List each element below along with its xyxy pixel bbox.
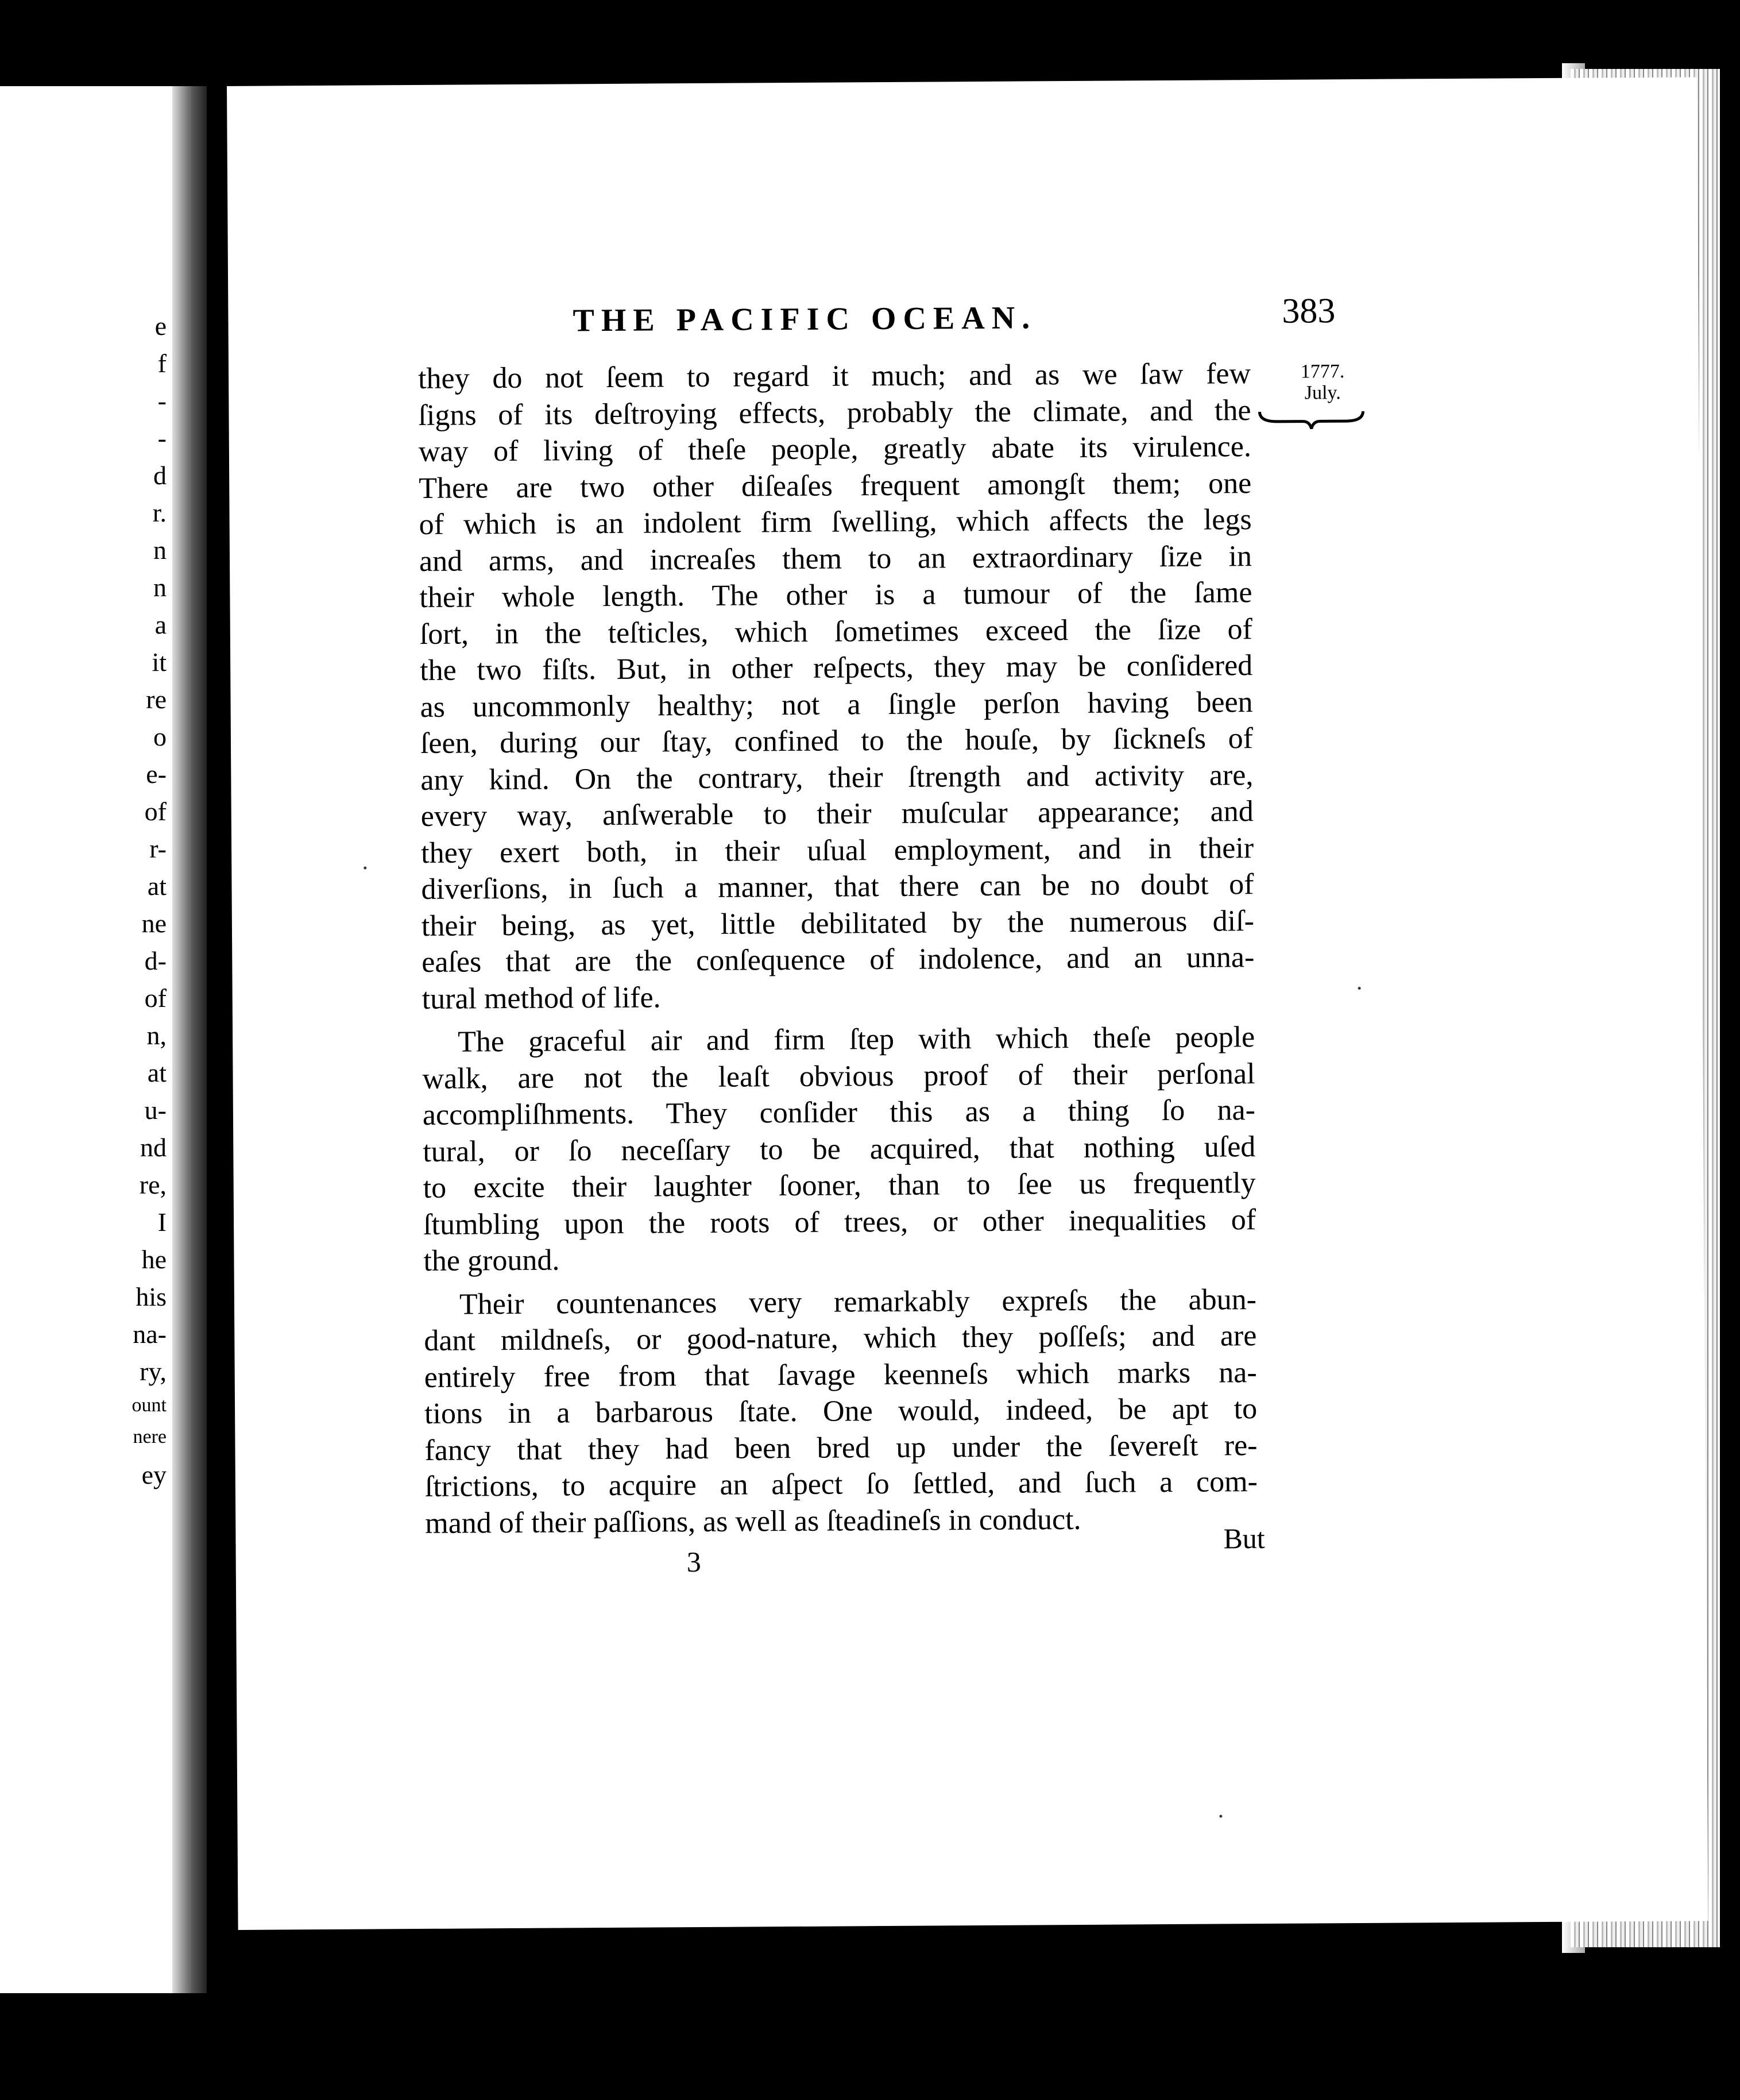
text-line: tions in a barbarous ſtate. One would, indeed, be apt to (424, 1392, 1258, 1430)
facing-page-fragment: ount (132, 1395, 167, 1416)
text-line: ſigns of its deſtroying effects, probably the climate, and the (418, 393, 1251, 432)
facing-page-fragment: re, (139, 1170, 167, 1199)
text-line: as uncommonly healthy; not a ſingle perſon having been (420, 685, 1253, 724)
text-line: dant mildneſs, or good-nature, which they poſſeſs; and are (424, 1319, 1257, 1357)
facing-page-fragment: it (152, 647, 167, 677)
text-line: ſtumbling upon the roots of trees, or other inequalities of (423, 1203, 1256, 1241)
text-line: fancy that they had been bred up under the ſevereſt re- (424, 1429, 1258, 1467)
paragraph (418, 356, 1255, 1017)
facing-page-fragment: n (153, 535, 167, 565)
text-line: ſeen, during our ſtay, confined to the houſe, by ſickneſs of (420, 722, 1254, 760)
text-line: every way, anſwerable to their muſcular appearance; and (420, 795, 1254, 833)
text-line: they do not ſeem to regard it much; and as we ſaw few (417, 357, 1251, 395)
book-gutter (172, 86, 207, 1993)
facing-page-fragment: nere (133, 1426, 167, 1447)
facing-page-fragment: ry, (140, 1357, 167, 1386)
body-text (418, 356, 1258, 1542)
text-line: ſort, in the teſticles, which ſometimes exceed the ſize of (419, 612, 1252, 651)
facing-page-fragment: e- (146, 759, 167, 789)
text-line: mand of their paſſions, as well as ſteadineſs in conduct. (425, 1503, 1081, 1540)
facing-page-fragment: n, (146, 1021, 167, 1050)
text-line: the ground. (423, 1244, 560, 1277)
facing-page-fragment: r. (152, 498, 167, 527)
facing-page-fragment: ne (141, 909, 167, 938)
book-page (227, 77, 1708, 1930)
facing-page-fragment: na- (133, 1319, 167, 1349)
signature-mark: 3 (686, 1546, 701, 1578)
text-line: ſtrictions, to acquire an aſpect ſo ſettled, and ſuch a com- (424, 1465, 1258, 1503)
text-line: The graceful air and firm ſtep with which theſe people (457, 1021, 1255, 1059)
facing-page-fragment: I (157, 1207, 167, 1237)
facing-page-fragment: d (153, 461, 167, 490)
text-line: their whole length. The other is a tumour of the ſame (419, 576, 1252, 614)
facing-page-fragment: a (154, 610, 167, 639)
facing-page-fragment: of (144, 983, 167, 1013)
facing-page-fragment: - (157, 386, 167, 415)
text-line: of which is an indolent firm ſwelling, which affects the legs (419, 503, 1252, 541)
facing-page-fragment: of (144, 797, 167, 826)
facing-page-fragment: nd (140, 1133, 167, 1162)
paragraph (424, 1281, 1258, 1542)
facing-page-fragment: ey (141, 1460, 167, 1489)
facing-page-fragment: - (157, 423, 167, 453)
text-line: the two fiſts. But, in other reſpects, they may be conſidered (420, 649, 1253, 687)
facing-page-fragment: f (157, 349, 167, 378)
text-line: tural method of life. (422, 980, 661, 1016)
running-head: THE PACIFIC OCEAN. (573, 300, 1037, 339)
brace-icon (1256, 407, 1366, 430)
margin-note-month: July. (1304, 382, 1341, 404)
text-line: walk, are not the leaſt obvious proof of their perſonal (422, 1057, 1255, 1095)
text-line: Their countenances very remarkably expreſs the abun- (459, 1283, 1257, 1321)
text-line: and arms, and increaſes them to an extraordinary ſize in (419, 539, 1252, 578)
facing-page-fragment: r- (149, 834, 167, 863)
ink-speck (364, 867, 366, 870)
facing-page-fragment: his (136, 1282, 167, 1311)
text-line: to excite their laughter ſooner, than to ſee us frequently (423, 1167, 1256, 1205)
text-line: any kind. On the contrary, their ſtrength and activity are, (420, 758, 1254, 797)
facing-page-fragment: at (147, 1058, 167, 1087)
margin-note-year: 1777. (1300, 361, 1345, 383)
text-line: way of living of theſe people, greatly abate its virulence. (418, 430, 1252, 468)
text-line: There are two other diſeaſes frequent amongſt them; one (419, 466, 1252, 505)
ink-speck (1219, 1815, 1222, 1817)
facing-page-fragment: re (146, 685, 167, 714)
paragraph (422, 1019, 1256, 1279)
text-line: entirely free from that ſavage keenneſs which marks na- (424, 1356, 1257, 1394)
catchword: But (1223, 1522, 1265, 1555)
facing-page (0, 86, 184, 1993)
text-line: they exert both, in their uſual employment, and in their (420, 831, 1254, 870)
facing-page-fragment: d- (144, 946, 167, 975)
facing-page-fragment: o (153, 722, 167, 751)
text-line: diverſions, in ſuch a manner, that there can be no doubt of (421, 868, 1254, 906)
facing-page-fragment: e (154, 311, 167, 341)
text-line: accompliſhments. They conſider this as a thing ſo na- (422, 1094, 1256, 1132)
margin-note (1279, 361, 1366, 404)
text-line: their being, as yet, little debilitated by the numerous diſ- (421, 904, 1255, 943)
facing-page-fragment: he (141, 1245, 167, 1274)
page-number: 383 (1282, 291, 1336, 331)
facing-page-fragment: n (153, 573, 167, 602)
text-line: tural, or ſo neceſſary to be acquired, that nothing uſed (423, 1130, 1256, 1168)
text-line: eaſes that are the conſequence of indolence, and an unna- (422, 941, 1255, 979)
ink-speck (1358, 987, 1361, 990)
facing-page-fragment: at (147, 871, 167, 901)
facing-page-fragment: u- (144, 1095, 167, 1125)
